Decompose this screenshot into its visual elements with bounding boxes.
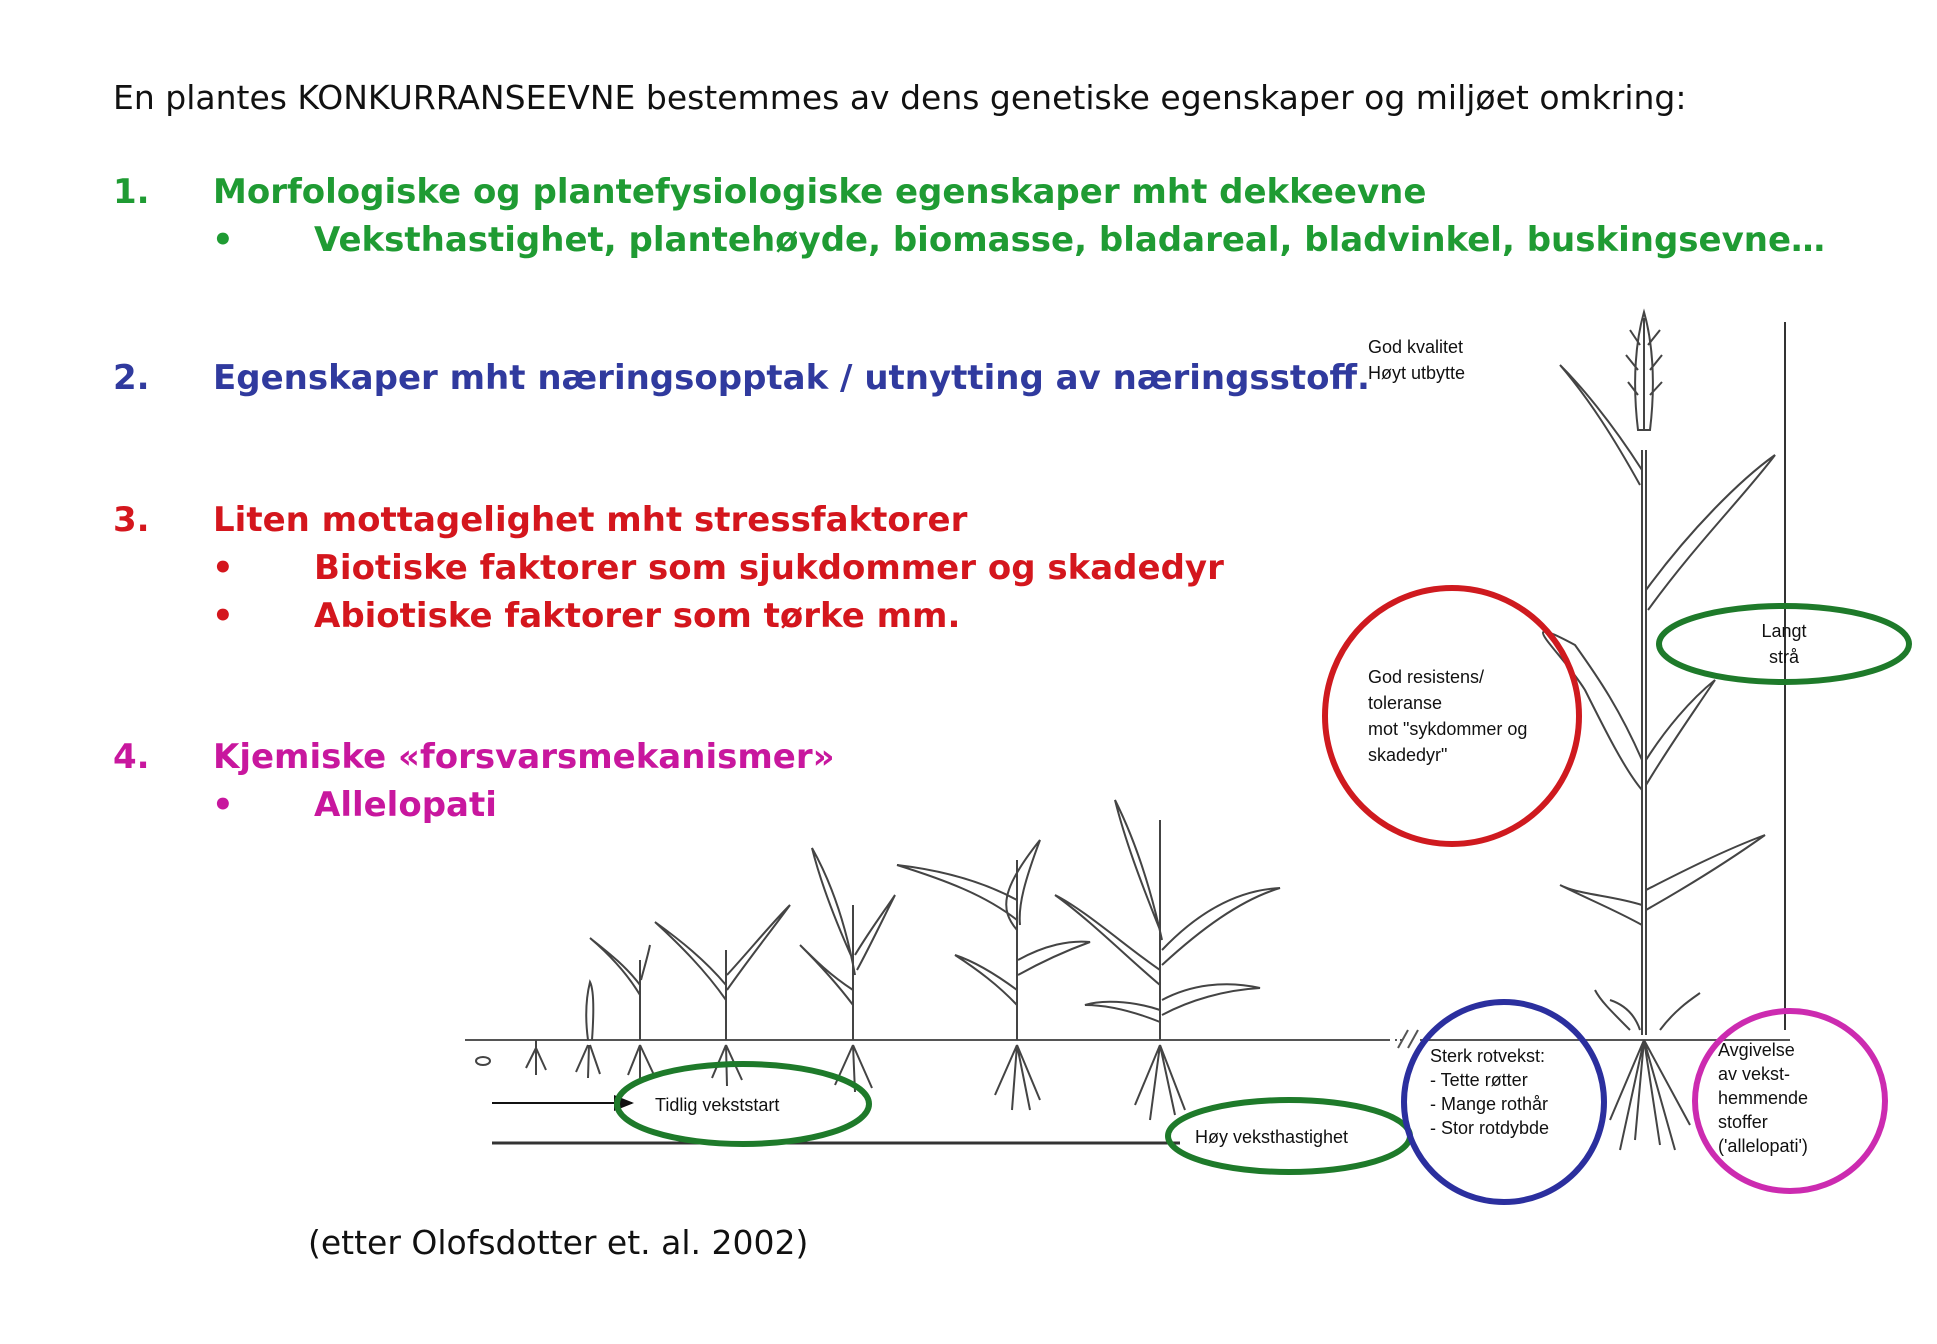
long-straw-line-1: Langt (1761, 621, 1807, 641)
point-2-number: 2. (113, 358, 150, 398)
seedling-1-icon (526, 1040, 546, 1075)
citation: (etter Olofsdotter et. al. 2002) (308, 1223, 809, 1262)
seedling-6-icon (897, 840, 1090, 1110)
point-3-subitem-2-text: Abiotiske faktorer som tørke mm. (314, 596, 961, 636)
long-straw-line-2: strå (1768, 647, 1799, 667)
root-growth-line-2: - Tette røtter (1430, 1070, 1528, 1090)
point-4-number: 4. (113, 737, 150, 777)
point-3-title: Liten mottagelighet mht stressfaktorer (213, 500, 968, 540)
seed-icon (476, 1057, 490, 1065)
point-3-number: 3. (113, 500, 150, 540)
root-growth-line-4: - Stor rotdybde (1430, 1118, 1550, 1138)
seedling-5-icon (800, 848, 895, 1092)
bullet: • (212, 220, 234, 260)
resistance-line-1: God resistens/ (1368, 667, 1485, 687)
allelopathy-line-2: av vekst- (1718, 1064, 1791, 1084)
allelopathy-line-1: Avgivelse (1718, 1040, 1795, 1060)
point-4-subitem-1-text: Allelopati (314, 785, 497, 825)
point-1-number: 1. (113, 172, 150, 212)
high-growth-label: Høy veksthastighet (1195, 1127, 1349, 1147)
top-label-line-1: God kvalitet (1368, 337, 1464, 357)
allelopathy-line-5: ('allelopati') (1718, 1136, 1808, 1156)
resistance-line-3: mot "sykdommer og (1368, 719, 1528, 739)
allelopathy-line-4: stoffer (1718, 1112, 1768, 1132)
intro-text: En plantes KONKURRANSEEVNE bestemmes av dens genetiske egenskaper og miljøet omkring: (113, 78, 1687, 117)
allelopathy-label (1718, 1038, 1808, 1158)
point-4-title: Kjemiske «forsvarsmekanismer» (213, 737, 835, 777)
top-label-line-2: Høyt utbytte (1368, 363, 1466, 383)
root-growth-line-1: Sterk rotvekst: (1430, 1046, 1546, 1066)
long-straw-label (1744, 618, 1824, 670)
seedling-4-icon (655, 905, 790, 1086)
seedling-7-icon (1055, 800, 1280, 1120)
resistance-line-2: toleranse (1368, 693, 1443, 713)
point-1-subitem-1-text: Veksthastighet, plantehøyde, biomasse, bladareal, bladvinkel, buskingsevne… (314, 220, 1826, 260)
allelopathy-line-3: hemmende (1718, 1088, 1809, 1108)
root-growth-label (1430, 1044, 1549, 1140)
root-growth-line-3: - Mange rothår (1430, 1094, 1549, 1114)
point-1-title: Morfologiske og plantefysiologiske egenskaper mht dekkeevne (213, 172, 1427, 212)
bullet: • (212, 785, 234, 825)
seedling-3-icon (590, 938, 654, 1080)
seedling-2-icon (576, 982, 600, 1078)
bullet: • (212, 548, 234, 588)
resistance-line-4: skadedyr" (1368, 745, 1448, 765)
top-label (1368, 334, 1465, 386)
ground-line (465, 1030, 1790, 1048)
point-2-title: Egenskaper mht næringsopptak / utnytting av næringsstoff. (213, 358, 1370, 398)
resistance-label (1368, 664, 1527, 768)
bullet: • (212, 596, 234, 636)
early-start-label: Tidlig vekststart (655, 1095, 780, 1115)
point-3-subitem-1-text: Biotiske faktorer som sjukdommer og skadedyr (314, 548, 1224, 588)
